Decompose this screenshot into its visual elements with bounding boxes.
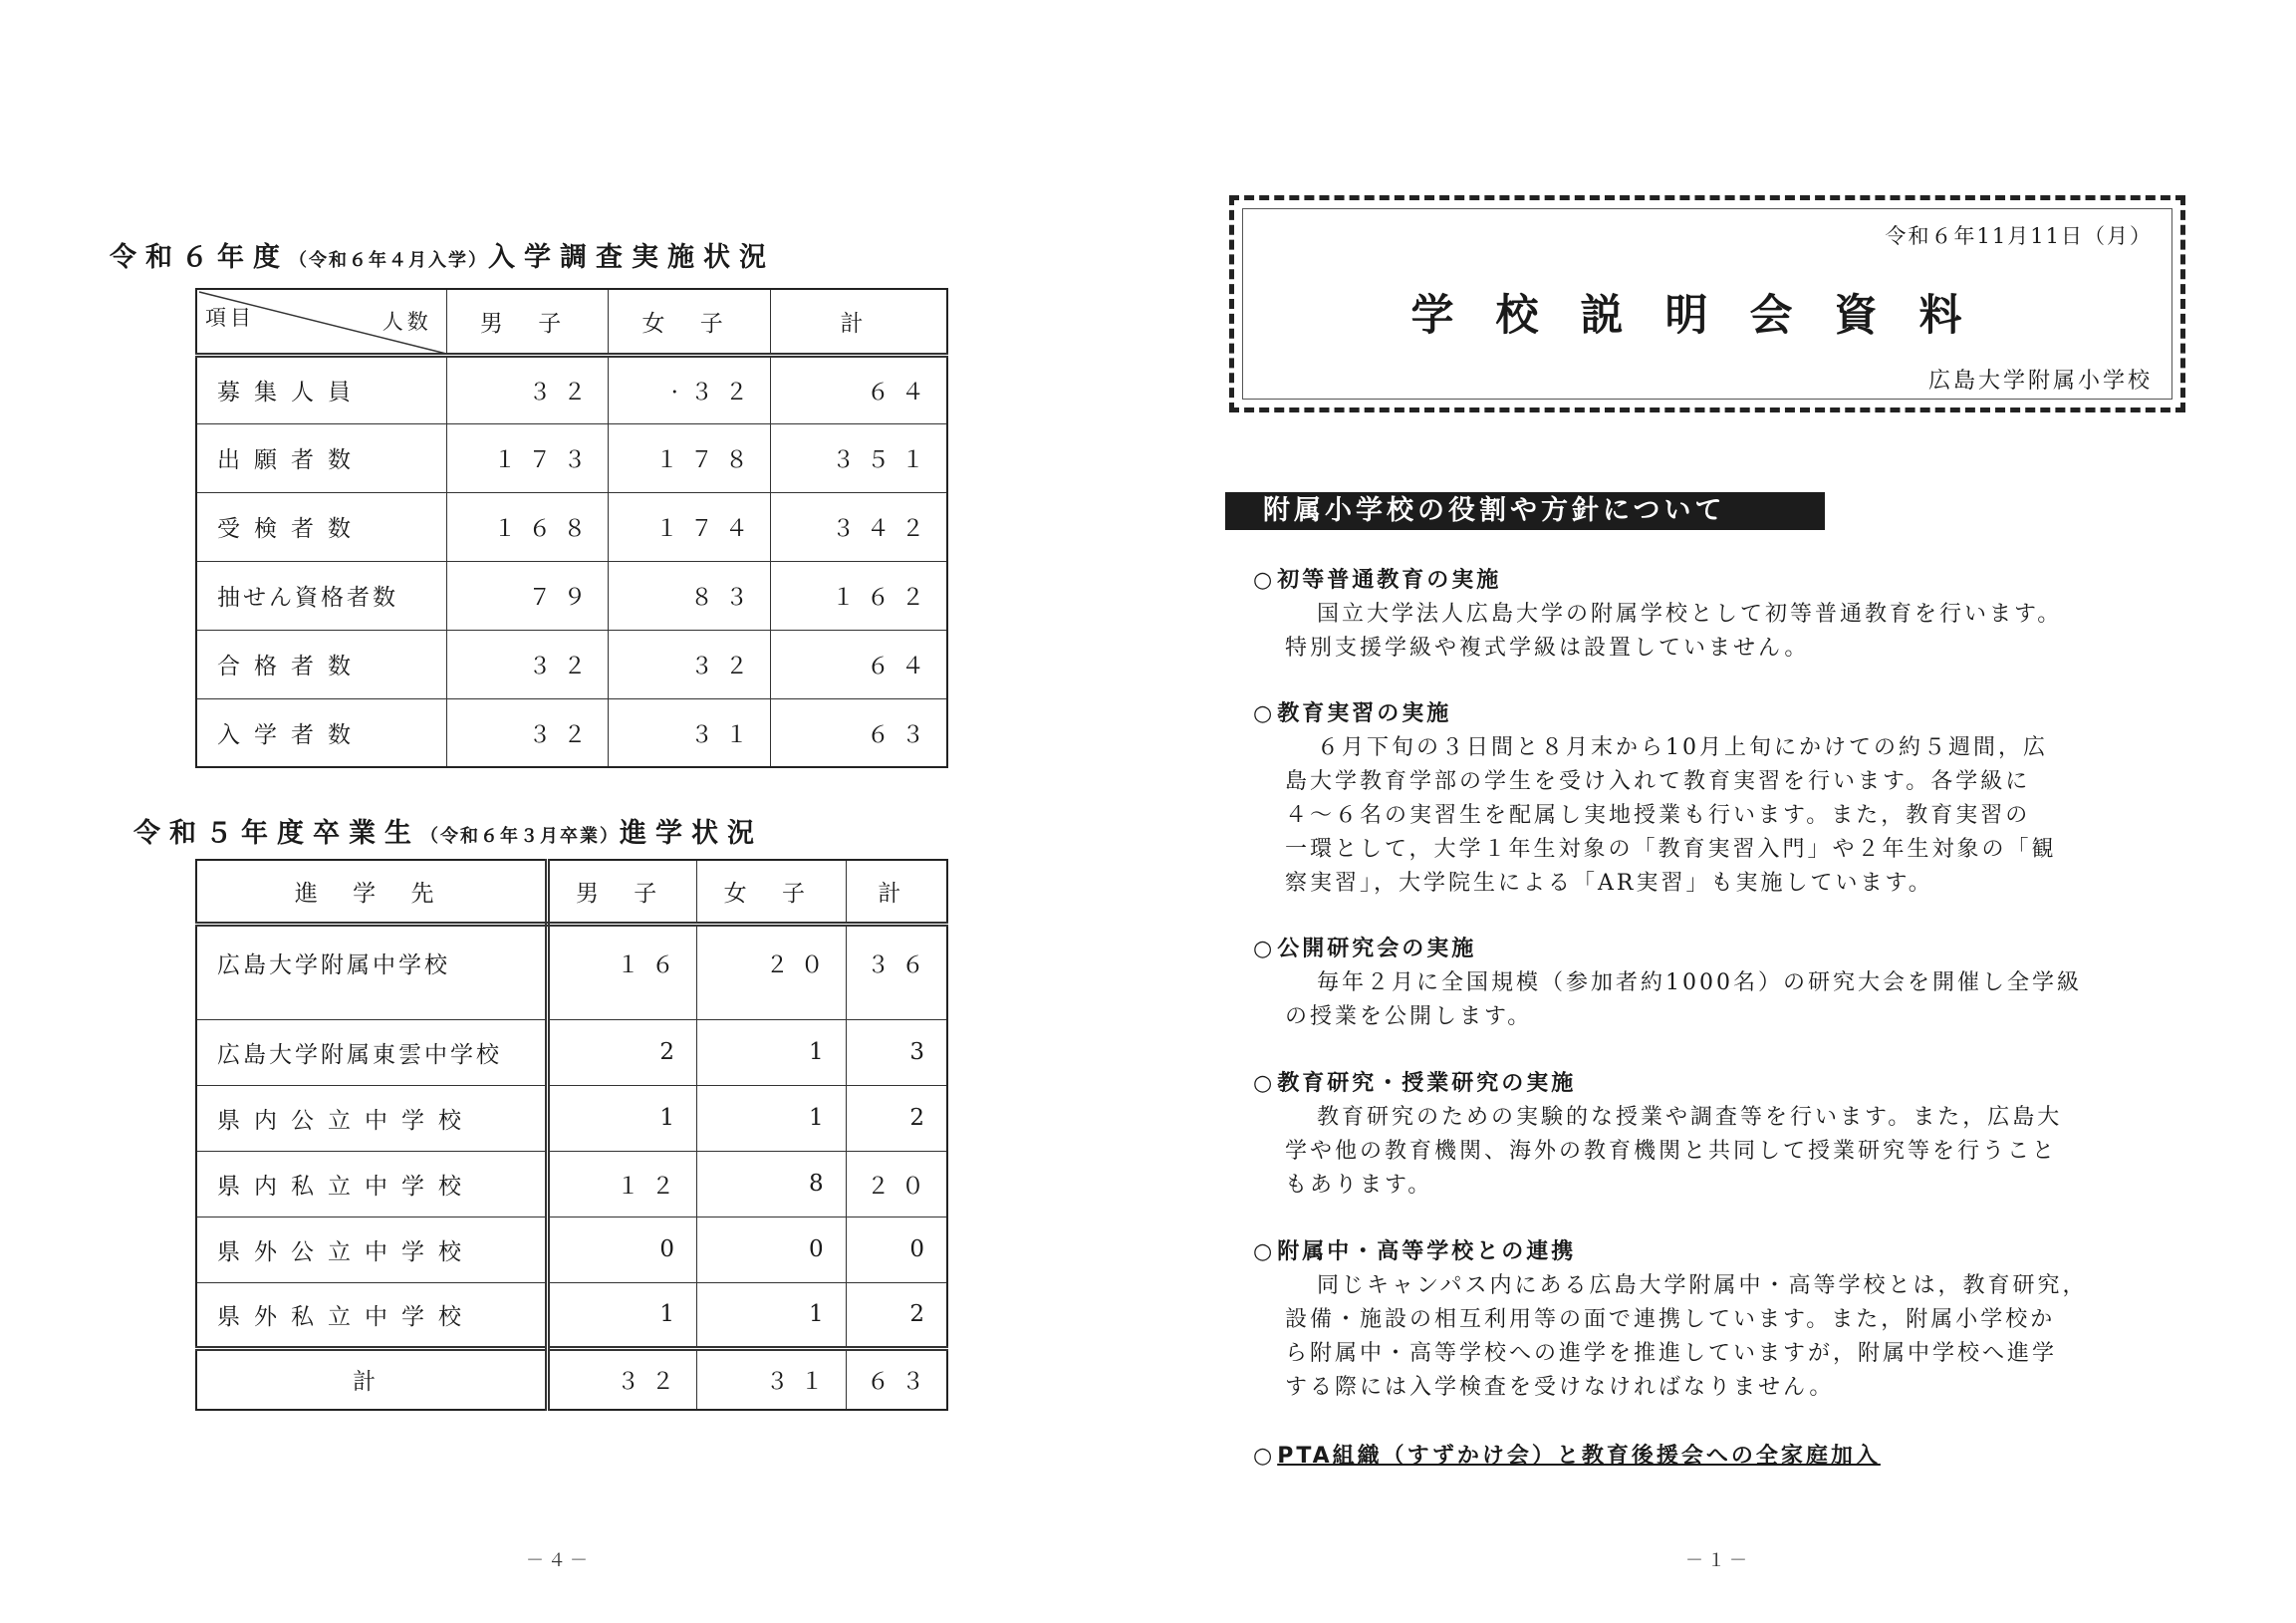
circle-bullet-icon: ○: [1253, 1071, 1276, 1096]
row-label: 出願者数: [196, 423, 446, 492]
cell-girls: １７８: [609, 423, 771, 492]
policy-item: [1253, 933, 2199, 1034]
cell-girls: ２０: [696, 924, 846, 1019]
policy-item: [1253, 1067, 2199, 1203]
column-header-total: 計: [846, 860, 947, 924]
cell-girls: ·３２: [609, 355, 771, 423]
policy-item: [1253, 564, 2199, 666]
policy-body: [1253, 1269, 2189, 1405]
table2-title-small: （令和６年３月卒業）: [420, 826, 620, 847]
cell-total: 0: [846, 1217, 947, 1282]
policy-heading-text: PTA組織（すずかけ会）と教育後援会への全家庭加入: [1277, 1444, 1881, 1469]
policy-body: [1253, 966, 2189, 1034]
cell-girls: ３１: [696, 1348, 846, 1410]
table-row: [196, 1019, 947, 1085]
cell-total: 3: [846, 1019, 947, 1085]
cell-total: ６４: [770, 630, 947, 698]
row-label: 県内私立中学校: [196, 1151, 548, 1217]
admission-table: [195, 288, 948, 768]
column-header-total: 計: [770, 289, 947, 355]
cell-total: ３６: [846, 924, 947, 1019]
row-label: 広島大学附属中学校: [196, 924, 548, 1019]
circle-bullet-icon: ○: [1253, 937, 1276, 961]
table-header-row: [196, 289, 947, 355]
cell-total: １６２: [770, 561, 947, 630]
table-header-row: [196, 860, 947, 924]
body-line: する際には入学検査を受けなければなりません。: [1285, 1375, 1835, 1400]
column-header-girls: 女 子: [609, 289, 771, 355]
column-header-boys: 男 子: [548, 860, 697, 924]
cell-boys: 2: [548, 1019, 697, 1085]
cell-boys: ７９: [446, 561, 609, 630]
body-line: の授業を公開します。: [1285, 1004, 1533, 1029]
table2-title: [133, 811, 763, 850]
column-header-destination: 進 学 先: [196, 860, 548, 924]
table2-title-main-a: 令和５年度卒業生: [133, 818, 420, 849]
row-label: 合格者数: [196, 630, 446, 698]
cell-girls: 1: [696, 1019, 846, 1085]
cell-girls: １７４: [609, 492, 771, 561]
cell-boys: 1: [548, 1282, 697, 1348]
document-title: 学校説明会資料: [1410, 291, 2004, 341]
policy-heading-text: 教育研究・授業研究の実施: [1277, 1071, 1577, 1096]
cell-girls: ３１: [609, 698, 771, 767]
diagonal-header-cell: [196, 289, 446, 355]
table-row: [196, 924, 947, 1019]
body-line: ４～６名の実習生を配属し実地授業も行います。また，教育実習の: [1285, 803, 2031, 828]
cell-boys: ３２: [446, 698, 609, 767]
row-label: 募集人員: [196, 355, 446, 423]
body-line: ら附属中・高等学校への進学を推進していますが，附属中学校へ進学: [1285, 1341, 2058, 1366]
body-line: 一環として，大学１年生対象の「教育実習入門」や２年生対象の「観: [1285, 837, 2057, 862]
cell-boys: ３２: [548, 1348, 697, 1410]
body-line: 教育研究のための実験的な授業や調査等を行います。また，広島大: [1317, 1105, 2063, 1130]
cell-girls: ３２: [609, 630, 771, 698]
header-item-label: 項目: [205, 306, 255, 330]
row-label: 広島大学附属東雲中学校: [196, 1019, 548, 1085]
header-count-label: 人数: [382, 310, 432, 334]
policy-body: [1253, 1101, 2189, 1203]
cell-girls: 8: [696, 1151, 846, 1217]
graduates-table: [195, 859, 948, 1411]
cell-boys: １６８: [446, 492, 609, 561]
column-header-boys: 男 子: [446, 289, 609, 355]
section-banner: 附属小学校の役割や方針について: [1225, 492, 1825, 530]
table-row: [196, 423, 947, 492]
cell-boys: ３２: [446, 630, 609, 698]
table1-title-main-b: 入学調査実施状況: [488, 242, 775, 273]
circle-bullet-icon: ○: [1253, 1444, 1276, 1469]
policy-item: [1253, 1235, 2199, 1405]
cell-boys: 1: [548, 1085, 697, 1151]
table-row: [196, 561, 947, 630]
policy-heading: [1253, 1235, 2199, 1269]
page-number-right: －１－: [1685, 1550, 1751, 1571]
policy-heading-text: 初等普通教育の実施: [1277, 568, 1502, 593]
policy-heading-text: 公開研究会の実施: [1277, 937, 1477, 961]
policy-heading-text: 教育実習の実施: [1277, 701, 1452, 726]
policy-heading: [1253, 697, 2199, 731]
policy-heading-text: 附属中・高等学校との連携: [1277, 1239, 1577, 1264]
table1-title-main-a: 令和６年度: [110, 242, 289, 273]
table-row: [196, 1282, 947, 1348]
body-line: 学や他の教育機関、海外の教育機関と共同して授業研究等を行うこと: [1285, 1139, 2058, 1164]
row-label: 県外公立中学校: [196, 1217, 548, 1282]
cell-girls: ８３: [609, 561, 771, 630]
row-label: 入学者数: [196, 698, 446, 767]
column-header-girls: 女 子: [696, 860, 846, 924]
policy-item: [1253, 1440, 2199, 1474]
policy-heading: [1253, 564, 2199, 598]
body-line: 国立大学法人広島大学の附属学校として初等普通教育を行います。: [1317, 602, 2063, 627]
body-line: 毎年２月に全国規模（参加者約1000名）の研究大会を開催し全学級: [1317, 970, 2082, 995]
body-line: もあります。: [1285, 1173, 1433, 1198]
body-line: 設備・施設の相互利用等の面で連携しています。また，附属小学校か: [1285, 1307, 2056, 1332]
policy-heading: [1253, 1067, 2199, 1101]
circle-bullet-icon: ○: [1253, 568, 1276, 593]
policy-heading: [1253, 1440, 2199, 1474]
table-row: [196, 355, 947, 423]
table-row: [196, 630, 947, 698]
row-label: 県外私立中学校: [196, 1282, 548, 1348]
cell-boys: １７３: [446, 423, 609, 492]
cell-boys: １２: [548, 1151, 697, 1217]
total-label: 計: [196, 1348, 548, 1410]
table1-title-small: （令和６年４月入学）: [289, 250, 488, 271]
row-label: 受検者数: [196, 492, 446, 561]
cell-girls: 1: [696, 1282, 846, 1348]
body-line: 同じキャンパス内にある広島大学附属中・高等学校とは，教育研究，: [1317, 1273, 2088, 1298]
cell-total: 2: [846, 1282, 947, 1348]
cell-total: 2: [846, 1085, 947, 1151]
total-row: [196, 1348, 947, 1410]
cell-total: ６３: [846, 1348, 947, 1410]
table-row: [196, 1217, 947, 1282]
cell-boys: 0: [548, 1217, 697, 1282]
table-row: [196, 698, 947, 767]
cell-girls: 1: [696, 1085, 846, 1151]
cell-total: ６４: [770, 355, 947, 423]
cell-total: ２０: [846, 1151, 947, 1217]
row-label: 抽せん資格者数: [196, 561, 446, 630]
page-number-left: －４－: [526, 1550, 592, 1571]
policy-body: [1253, 598, 2189, 666]
circle-bullet-icon: ○: [1253, 1239, 1276, 1264]
policy-heading: [1253, 933, 2199, 966]
table-row: [196, 492, 947, 561]
row-label: 県内公立中学校: [196, 1085, 548, 1151]
body-line: ６月下旬の３日間と８月末から10月上旬にかけての約５週間，広: [1317, 735, 2048, 760]
cell-total: ６３: [770, 698, 947, 767]
circle-bullet-icon: ○: [1253, 701, 1276, 726]
cell-boys: ３２: [446, 355, 609, 423]
body-line: 島大学教育学部の学生を受け入れて教育実習を行います。各学級に: [1285, 769, 2031, 794]
table2-title-main-b: 進学状況: [620, 818, 763, 849]
table1-title: [110, 235, 775, 274]
policy-item: [1253, 697, 2199, 901]
policy-body: [1253, 731, 2189, 901]
table-row: [196, 1085, 947, 1151]
cell-total: ３４２: [770, 492, 947, 561]
cell-boys: １６: [548, 924, 697, 1019]
school-name: 広島大学附属小学校: [1927, 369, 2153, 394]
document-date: 令和６年11月11日（月）: [1885, 224, 2153, 248]
cell-girls: 0: [696, 1217, 846, 1282]
body-line: 特別支援学級や複式学級は設置していません。: [1285, 636, 1810, 661]
table-row: [196, 1151, 947, 1217]
body-line: 察実習」，大学院生による「AR実習」も実施しています。: [1285, 871, 1933, 896]
header-box: [1229, 195, 2185, 412]
cell-total: ３５１: [770, 423, 947, 492]
